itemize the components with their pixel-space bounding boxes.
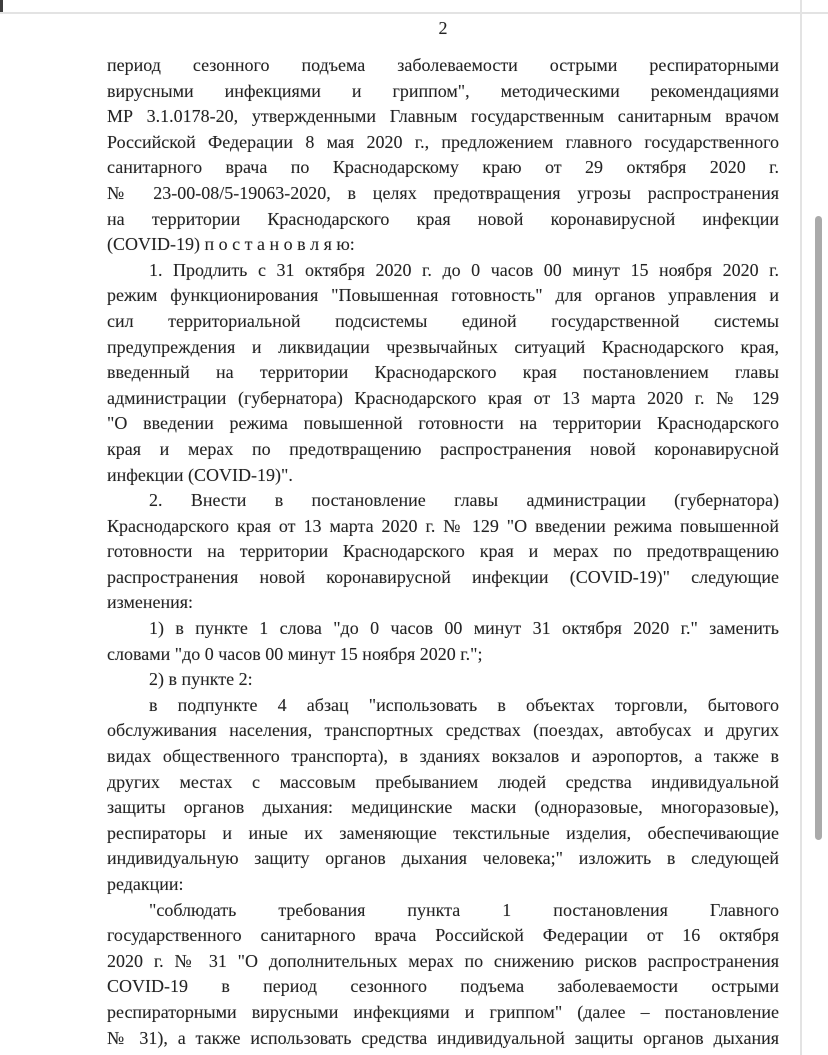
document-line: изменения: (107, 592, 194, 613)
document-line: инфекции (COVID-19)". (107, 464, 293, 485)
document-line: введенный на территории Краснодарского края постановлением главы (107, 362, 779, 383)
document-line: "О введении режима повышенной готовности на территории Краснодарского (107, 413, 779, 434)
document-line: санитарного врача по Краснодарскому краю от 29 октября 2020 г. (107, 157, 779, 178)
document-line: распространения новой коронавирусной инфекции (COVID-19)" следующие (107, 566, 779, 587)
document-line: COVID-19 в период сезонного подъема заболеваемости острыми (107, 976, 779, 997)
document-line: период сезонного подъема заболеваемости острыми респираторными (107, 55, 779, 75)
document-line: респираторными вирусными инфекциями и гриппом" (далее – постановление (107, 1001, 779, 1022)
document-line: индивидуальную защиту органов дыхания человека;" изложить в следующей (107, 848, 779, 869)
document-line: редакции: (107, 874, 184, 894)
document-line: (COVID-19) п о с т а н о в л я ю: (107, 234, 355, 255)
document-line: края и мерах по предотвращению распространения новой коронавирусной (107, 438, 779, 459)
document-line: предупреждения и ликвидации чрезвычайных ситуаций Краснодарского края, (107, 336, 779, 357)
document-line: Краснодарского края от 13 марта 2020 г. № 129 "О введении режима повышенной (107, 515, 779, 536)
document-line: на территории Краснодарского края новой коронавирусной инфекции (107, 208, 779, 229)
document-line: МР 3.1.0178-20, утвержденными Главным государственным санитарным врачом (107, 106, 779, 127)
document-body (107, 53, 779, 1051)
document-line: готовности на территории Краснодарского края и мерах по предотвращению (107, 541, 779, 562)
document-line: режим функционирования "Повышенная готовность" для органов управления и (107, 285, 779, 306)
document-line: 1) в пункте 1 слова "до 0 часов 00 минут 31 октября 2020 г." заменить (149, 618, 779, 639)
document-line: № 23-00-08/5-19063-2020, в целях предотвращения угрозы распространения (107, 182, 779, 203)
document-line: других местах с массовым пребыванием людей средства индивидуальной (107, 771, 779, 792)
document-line: Российской Федерации 8 мая 2020 г., предложением главного государственного (107, 131, 779, 152)
document-line: видах общественного транспорта), в зданиях вокзалов и аэропортов, а также в (107, 746, 779, 767)
document-line: 2020 г. № 31 "О дополнительных мерах по снижению рисков распространения (107, 950, 779, 971)
document-page (107, 0, 779, 1051)
document-line: № 31), а также использовать средства индивидуальной защиты органов дыхания (107, 1027, 779, 1048)
document-line: респираторы и иные их заменяющие текстильные изделия, обеспечивающие (107, 822, 779, 843)
scrollbar-thumb[interactable] (815, 216, 822, 840)
document-line: в подпункте 4 абзац "использовать в объектах торговли, бытового (149, 694, 779, 715)
document-line: 2) в пункте 2: (149, 669, 253, 690)
document-line: защиты органов дыхания: медицинские маски (одноразовые, многоразовые), (107, 797, 779, 818)
document-line: администрации (губернатора) Краснодарского края от 13 марта 2020 г. № 129 (107, 387, 779, 408)
document-line: обслуживания населения, транспортных средствах (поездах, автобусах и других (107, 720, 779, 741)
document-line: "соблюдать требования пункта 1 постановления Главного (149, 899, 779, 920)
document-line: 1. Продлить с 31 октября 2020 г. до 0 часов 00 минут 15 ноября 2020 г. (149, 259, 779, 280)
page-number: 2 (438, 18, 448, 38)
document-line: государственного санитарного врача Российской Федерации от 16 октября (107, 925, 779, 946)
document-line: вирусными инфекциями и гриппом", методическими рекомендациями (107, 80, 779, 101)
document-line: 2. Внести в постановление главы администрации (губернатора) (149, 490, 779, 511)
document-line: сил территориальной подсистемы единой государственной системы (107, 310, 779, 331)
document-line: словами "до 0 часов 00 минут 15 ноября 2020 г."; (107, 643, 483, 664)
page-right-edge (800, 0, 802, 1055)
